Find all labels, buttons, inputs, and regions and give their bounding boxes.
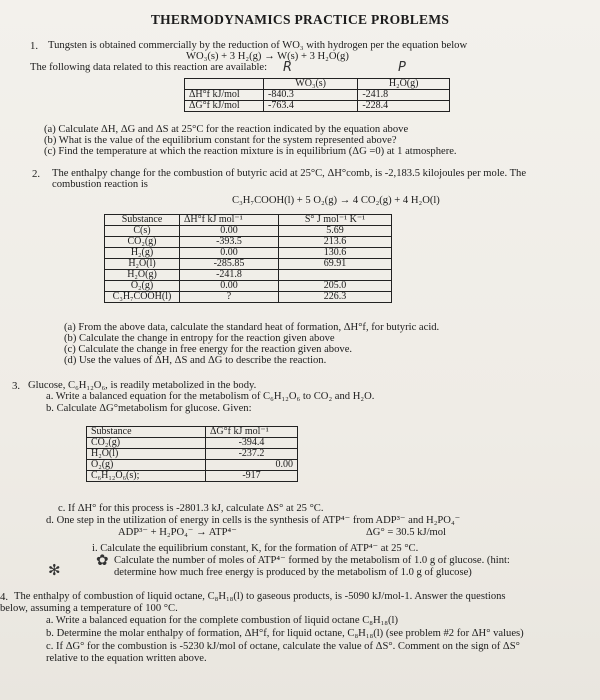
table-cell: -763.4 [264, 101, 358, 112]
table-header-cell: H₂O(g) [358, 79, 450, 90]
bullet-flower-icon: ✿ [96, 553, 109, 569]
problem-3-table [86, 426, 298, 482]
problem-1-part-b: (b) What is the value of the equilibrium constant for the system represented above? [44, 135, 397, 146]
problem-4-part-b: b. Determine the molar enthalpy of formation, ΔH°f, for liquid octane, C₈H₁₈(l) (see problem #2 for ΔH° values) [46, 628, 524, 639]
table-cell: 130.6 [279, 248, 392, 259]
problem-2-number: 2. [32, 168, 41, 180]
table-cell: 0.00 [206, 460, 298, 471]
table-cell: H₂O(l) [87, 449, 206, 460]
table-cell: 205.0 [279, 281, 392, 292]
page-title: THERMODYNAMICS PRACTICE PROBLEMS [150, 12, 450, 27]
table-row [105, 270, 392, 281]
problem-3-part-b: b. Calculate ΔG°metabolism for glucose. Given: [46, 403, 252, 414]
problem-2-part-a: (a) From the above data, calculate the standard heat of formation, ΔH°f, for butyric acid. [64, 322, 440, 333]
problem-3-atp-equation: ADP³⁻ + H₂PO₄⁻ → ATP⁴⁻ [118, 527, 237, 538]
problem-2-part-c: (c) Calculate the change in free energy for the reaction given above. [64, 344, 353, 355]
problem-4-part-a: a. Write a balanced equation for the complete combustion of liquid octane C₈H₁₈(l) [46, 615, 398, 626]
table-row [185, 90, 450, 101]
table-row [105, 226, 392, 237]
table-row [105, 237, 392, 248]
table-cell: 0.00 [180, 248, 279, 259]
table-row [105, 248, 392, 259]
problem-2-intro-line-2: combustion reaction is [52, 179, 148, 190]
table-row [87, 471, 298, 482]
table-header-cell: ΔH°f kJ mol⁻¹ [180, 215, 279, 226]
table-row [185, 101, 450, 112]
table-cell: -237.2 [206, 449, 298, 460]
problem-3-part-d-ii-line-1: Calculate the number of moles of ATP⁴⁻ formed by the metabolism of 1.0 g of glucose. (hint: [114, 555, 510, 566]
problem-1-table [184, 78, 450, 112]
table-cell: ? [180, 292, 279, 303]
handwritten-star-icon: ✻ [48, 563, 61, 579]
table-cell: -917 [206, 471, 298, 482]
problem-4-intro-line-1: The enthalpy of combustion of liquid octane, C₈H₁₈(l) to gaseous products, is -5090 kJ/mol-1. Answer the questions [14, 591, 506, 602]
table-cell: 0.00 [180, 226, 279, 237]
table-header-cell: Substance [105, 215, 180, 226]
problem-1-part-a: (a) Calculate ΔH, ΔG and ΔS at 25°C for the reaction indicated by the equation above [44, 124, 409, 135]
table-cell: 0.00 [180, 281, 279, 292]
problem-2-part-b: (b) Calculate the change in entropy for the reaction given above [64, 333, 335, 344]
table-header-cell: S° J mol⁻¹ K⁻¹ [279, 215, 392, 226]
problem-1-part-c: (c) Find the temperature at which the reaction mixture is in equilibrium (ΔG =0) at 1 atmosphere. [44, 146, 457, 157]
table-cell: ΔG°f kJ/mol [185, 101, 264, 112]
table-cell: O₂(g) [87, 460, 206, 471]
table-row [105, 281, 392, 292]
problem-3-part-d-ii-line-2: determine how much free energy is produced by the metabolism of 1.0 g of glucose) [114, 567, 472, 578]
problem-3-part-c: c. If ΔH° for this process is -2801.3 kJ, calculate ΔS° at 25 °C. [58, 503, 324, 514]
problem-3-part-a: a. Write a balanced equation for the metabolism of C₆H₁₂O₆ to CO₂ and H₂O. [46, 391, 375, 402]
handwritten-p-annotation: P [398, 60, 406, 75]
problem-1-data-line: The following data related to this reaction are available: [30, 62, 268, 73]
table-cell: CO₂(g) [105, 237, 180, 248]
problem-3-part-d: d. One step in the utilization of energy in cells is the synthesis of ATP⁴⁻ from ADP³⁻ and H₂PO₄⁻ [46, 515, 461, 526]
problem-3-number: 3. [12, 380, 21, 392]
table-row [87, 449, 298, 460]
problem-4-intro-line-2: below, assuming a temperature of 100 °C. [0, 603, 178, 614]
table-cell: H₂(g) [105, 248, 180, 259]
problem-2-equation: C₃H₇COOH(l) + 5 O₂(g) → 4 CO₂(g) + 4 H₂O(l) [232, 195, 440, 206]
table-header-cell: Substance [87, 427, 206, 438]
table-cell: -285.85 [180, 259, 279, 270]
table-cell: ΔH°f kJ/mol [185, 90, 264, 101]
problem-1-intro: Tungsten is obtained commercially by the reduction of WO₃ with hydrogen per the equation below [48, 40, 468, 51]
table-cell [279, 270, 392, 281]
table-row [105, 292, 392, 303]
problem-4-part-c-line-2: relative to the equation written above. [46, 653, 207, 664]
table-cell: O₂(g) [105, 281, 180, 292]
table-cell: H₂O(l) [105, 259, 180, 270]
table-cell: -241.8 [358, 90, 450, 101]
table-row [87, 438, 298, 449]
table-row [105, 259, 392, 270]
problem-3-intro: Glucose, C₆H₁₂O₆, is readily metabolized in the body. [28, 380, 257, 391]
problem-3-delta-g: ΔG° = 30.5 kJ/mol [366, 527, 447, 538]
problem-3-part-d-i: i. Calculate the equilibrium constant, K, for the formation of ATP⁴⁻ at 25 °C. [92, 543, 419, 554]
table-cell: C(s) [105, 226, 180, 237]
problem-2-intro-line-1: The enthalpy change for the combustion of butyric acid at 25°C, ΔH°comb, is -2,183.5 kilojoules per mole. The [52, 168, 527, 179]
problem-1-equation: WO₃(s) + 3 H₂(g) → W(s) + 3 H₂O(g) [186, 51, 349, 62]
table-cell: -241.8 [180, 270, 279, 281]
table-cell: H₂O(g) [105, 270, 180, 281]
table-cell: 5.69 [279, 226, 392, 237]
table-cell: C₆H₁₂O₆(s); [87, 471, 206, 482]
table-header-cell: ΔG°f kJ mol⁻¹ [206, 427, 298, 438]
table-cell: -393.5 [180, 237, 279, 248]
table-header-cell [185, 79, 264, 90]
problem-4-part-c-line-1: c. If ΔG° for the combustion is -5230 kJ/mol of octane, calculate the value of ΔS°. Comment on the sign of ΔS° [46, 641, 520, 652]
problem-2-table [104, 214, 392, 303]
table-cell: 213.6 [279, 237, 392, 248]
problem-4-number: 4. [0, 591, 9, 603]
table-cell: -394.4 [206, 438, 298, 449]
problem-2-part-d: (d) Use the values of ΔH, ΔS and ΔG to describe the reaction. [64, 355, 327, 366]
handwritten-r-annotation: R [283, 60, 293, 75]
problem-1-number: 1. [30, 40, 39, 52]
table-cell: 226.3 [279, 292, 392, 303]
table-cell: -840.3 [264, 90, 358, 101]
table-cell: 69.91 [279, 259, 392, 270]
table-cell: C₃H₇COOH(l) [105, 292, 180, 303]
table-cell: CO₂(g) [87, 438, 206, 449]
table-header-cell: WO₃(s) [264, 79, 358, 90]
table-cell: -228.4 [358, 101, 450, 112]
table-row [87, 460, 298, 471]
